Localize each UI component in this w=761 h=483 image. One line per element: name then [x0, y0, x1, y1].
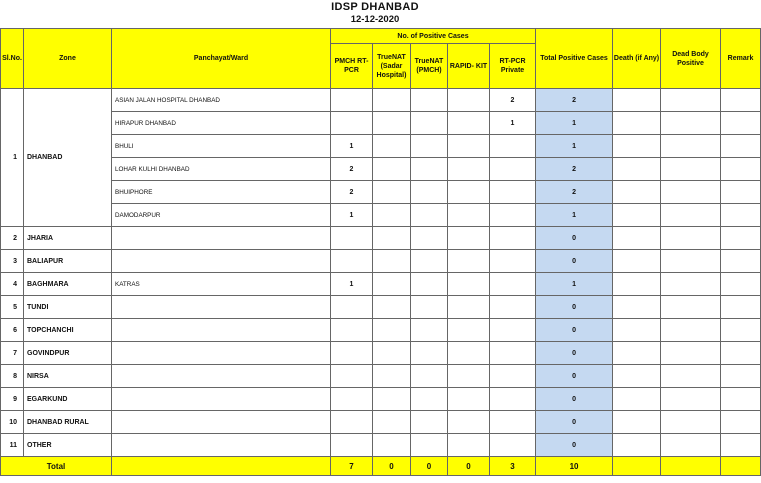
sl-cell: 3 [1, 250, 24, 273]
total-cell: 0 [536, 411, 613, 434]
ward-cell: ASIAN JALAN HOSPITAL DHANBAD [112, 89, 331, 112]
rapid-kit-cell [448, 411, 490, 434]
table-row [1, 319, 761, 342]
rapid-kit-cell [448, 158, 490, 181]
rtpcr-private-cell [490, 181, 536, 204]
death-cell [613, 89, 661, 112]
pmch-cell [331, 434, 373, 457]
zone-cell: DHANBAD RURAL [24, 411, 112, 434]
zone-cell: BAGHMARA [24, 273, 112, 296]
dead-body-cell [661, 227, 721, 250]
rtpcr-private-cell [490, 365, 536, 388]
death-cell [613, 158, 661, 181]
sl-cell: 11 [1, 434, 24, 457]
truenat-pmch-cell [411, 319, 448, 342]
dead-body-cell [661, 296, 721, 319]
pmch-cell [331, 296, 373, 319]
remark-cell [721, 204, 761, 227]
death-cell [613, 273, 661, 296]
pmch-cell [331, 227, 373, 250]
truenat-pmch-cell [411, 273, 448, 296]
pmch-cell: 1 [331, 204, 373, 227]
table-row [1, 112, 761, 135]
rtpcr-private-cell [490, 135, 536, 158]
total-cell: 0 [536, 388, 613, 411]
pmch-cell [331, 388, 373, 411]
dead-body-cell [661, 158, 721, 181]
rapid-kit-cell [448, 227, 490, 250]
ward-cell [112, 388, 331, 411]
rtpcr-private-cell: 2 [490, 89, 536, 112]
truenat-sadar-cell [373, 112, 411, 135]
truenat-sadar-cell [373, 365, 411, 388]
death-cell [613, 434, 661, 457]
sl-cell: 8 [1, 365, 24, 388]
zone-cell: GOVINDPUR [24, 342, 112, 365]
dead-body-cell [661, 250, 721, 273]
pmch-cell: 2 [331, 158, 373, 181]
total-cell: 2 [536, 158, 613, 181]
dead-body-cell [661, 135, 721, 158]
truenat-sadar-cell [373, 158, 411, 181]
sl-cell: 9 [1, 388, 24, 411]
rtpcr-private-cell [490, 434, 536, 457]
zone-cell: EGARKUND [24, 388, 112, 411]
sl-cell: 2 [1, 227, 24, 250]
pmch-cell: 2 [331, 181, 373, 204]
truenat-pmch-cell [411, 411, 448, 434]
header-remark: Remark [721, 29, 761, 89]
remark-cell [721, 273, 761, 296]
header-slno: Sl.No. [1, 29, 24, 89]
truenat-pmch-cell [411, 434, 448, 457]
ward-cell: KATRAS [112, 273, 331, 296]
death-cell [613, 342, 661, 365]
death-cell [613, 250, 661, 273]
truenat-sadar-cell [373, 296, 411, 319]
header-positive-cases-group: No. of Positive Cases [331, 29, 536, 44]
rtpcr-private-cell [490, 227, 536, 250]
total-death [613, 457, 661, 476]
truenat-sadar-cell [373, 411, 411, 434]
total-rapid-kit: 0 [448, 457, 490, 476]
remark-cell [721, 135, 761, 158]
header-truenat-sadar: TrueNAT (Sadar Hospital) [373, 44, 411, 89]
ward-cell [112, 250, 331, 273]
remark-cell [721, 250, 761, 273]
zone-cell: TOPCHANCHI [24, 319, 112, 342]
remark-cell [721, 388, 761, 411]
remark-cell [721, 434, 761, 457]
death-cell [613, 181, 661, 204]
table-row [1, 434, 761, 457]
rtpcr-private-cell [490, 250, 536, 273]
remark-cell [721, 89, 761, 112]
table-row [1, 250, 761, 273]
truenat-sadar-cell [373, 181, 411, 204]
death-cell [613, 227, 661, 250]
sl-cell: 10 [1, 411, 24, 434]
death-cell [613, 319, 661, 342]
sl-cell: 4 [1, 273, 24, 296]
table-row [1, 227, 761, 250]
pmch-cell [331, 411, 373, 434]
total-truenat-sadar: 0 [373, 457, 411, 476]
ward-cell [112, 434, 331, 457]
table-row [1, 181, 761, 204]
zone-cell: NIRSA [24, 365, 112, 388]
truenat-sadar-cell [373, 388, 411, 411]
rapid-kit-cell [448, 365, 490, 388]
death-cell [613, 296, 661, 319]
ward-cell [112, 296, 331, 319]
truenat-pmch-cell [411, 365, 448, 388]
zone-cell: DHANBAD [24, 89, 112, 227]
ward-cell [112, 365, 331, 388]
truenat-pmch-cell [411, 112, 448, 135]
rapid-kit-cell [448, 319, 490, 342]
dead-body-cell [661, 365, 721, 388]
rapid-kit-cell [448, 112, 490, 135]
total-rtpcr-private: 3 [490, 457, 536, 476]
remark-cell [721, 342, 761, 365]
truenat-sadar-cell [373, 250, 411, 273]
dead-body-cell [661, 112, 721, 135]
header-dead-body-positive: Dead Body Positive [661, 29, 721, 89]
ward-cell: BHULI [112, 135, 331, 158]
pmch-cell [331, 112, 373, 135]
total-cell: 2 [536, 89, 613, 112]
truenat-sadar-cell [373, 135, 411, 158]
pmch-cell: 1 [331, 135, 373, 158]
truenat-pmch-cell [411, 227, 448, 250]
truenat-pmch-cell [411, 204, 448, 227]
header-rapid-kit: RAPID- KIT [448, 44, 490, 89]
table-row [1, 296, 761, 319]
total-cell: 0 [536, 434, 613, 457]
rtpcr-private-cell [490, 204, 536, 227]
remark-cell [721, 296, 761, 319]
ward-cell [112, 342, 331, 365]
truenat-sadar-cell [373, 342, 411, 365]
table-row [1, 273, 761, 296]
rtpcr-private-cell [490, 273, 536, 296]
sl-cell: 1 [1, 89, 24, 227]
sl-cell: 5 [1, 296, 24, 319]
report-title: IDSP DHANBAD [331, 1, 419, 13]
dead-body-cell [661, 89, 721, 112]
rapid-kit-cell [448, 388, 490, 411]
rapid-kit-cell [448, 250, 490, 273]
death-cell [613, 365, 661, 388]
dead-body-cell [661, 342, 721, 365]
ward-cell: HIRAPUR DHANBAD [112, 112, 331, 135]
dead-body-cell [661, 319, 721, 342]
truenat-sadar-cell [373, 227, 411, 250]
header-death: Death (if Any) [613, 29, 661, 89]
rapid-kit-cell [448, 89, 490, 112]
total-remark [721, 457, 761, 476]
rapid-kit-cell [448, 181, 490, 204]
dead-body-cell [661, 434, 721, 457]
total-row [1, 457, 761, 476]
truenat-pmch-cell [411, 388, 448, 411]
dead-body-cell [661, 388, 721, 411]
total-dead-body [661, 457, 721, 476]
ward-cell [112, 319, 331, 342]
table-row [1, 89, 761, 112]
truenat-pmch-cell [411, 135, 448, 158]
dead-body-cell [661, 181, 721, 204]
rapid-kit-cell [448, 273, 490, 296]
header-pmch-rtpcr: PMCH RT-PCR [331, 44, 373, 89]
death-cell [613, 112, 661, 135]
pmch-cell [331, 89, 373, 112]
ward-cell [112, 227, 331, 250]
remark-cell [721, 181, 761, 204]
rtpcr-private-cell [490, 158, 536, 181]
zone-cell: TUNDI [24, 296, 112, 319]
rapid-kit-cell [448, 296, 490, 319]
truenat-pmch-cell [411, 158, 448, 181]
rtpcr-private-cell [490, 319, 536, 342]
table-row [1, 342, 761, 365]
pmch-cell: 1 [331, 273, 373, 296]
rtpcr-private-cell [490, 342, 536, 365]
total-cell: 2 [536, 181, 613, 204]
total-cell: 0 [536, 365, 613, 388]
remark-cell [721, 227, 761, 250]
sl-cell: 6 [1, 319, 24, 342]
total-cell: 1 [536, 135, 613, 158]
header-rtpcr-private: RT-PCR Private [490, 44, 536, 89]
truenat-pmch-cell [411, 296, 448, 319]
remark-cell [721, 365, 761, 388]
cases-table [0, 28, 761, 476]
table-row [1, 135, 761, 158]
truenat-pmch-cell [411, 250, 448, 273]
truenat-sadar-cell [373, 204, 411, 227]
truenat-pmch-cell [411, 89, 448, 112]
total-cell: 0 [536, 227, 613, 250]
rapid-kit-cell [448, 135, 490, 158]
truenat-pmch-cell [411, 342, 448, 365]
remark-cell [721, 319, 761, 342]
ward-cell [112, 411, 331, 434]
death-cell [613, 204, 661, 227]
truenat-sadar-cell [373, 273, 411, 296]
pmch-cell [331, 319, 373, 342]
truenat-sadar-cell [373, 434, 411, 457]
total-pmch: 7 [331, 457, 373, 476]
ward-cell: LOHAR KULHI DHANBAD [112, 158, 331, 181]
zone-cell: OTHER [24, 434, 112, 457]
total-cell: 1 [536, 112, 613, 135]
zone-cell: BALIAPUR [24, 250, 112, 273]
rapid-kit-cell [448, 342, 490, 365]
table-row [1, 411, 761, 434]
sl-cell: 7 [1, 342, 24, 365]
total-cell: 1 [536, 273, 613, 296]
rtpcr-private-cell [490, 388, 536, 411]
death-cell [613, 388, 661, 411]
total-cell: 0 [536, 250, 613, 273]
total-cell: 0 [536, 296, 613, 319]
ward-cell: BHUIPHORE [112, 181, 331, 204]
total-cell: 0 [536, 319, 613, 342]
zone-cell: JHARIA [24, 227, 112, 250]
truenat-sadar-cell [373, 89, 411, 112]
ward-cell: DAMODARPUR [112, 204, 331, 227]
header-zone: Zone [24, 29, 112, 89]
rapid-kit-cell [448, 204, 490, 227]
rapid-kit-cell [448, 434, 490, 457]
truenat-sadar-cell [373, 319, 411, 342]
table-row [1, 365, 761, 388]
rtpcr-private-cell [490, 296, 536, 319]
dead-body-cell [661, 204, 721, 227]
report-date: 12-12-2020 [350, 14, 400, 25]
truenat-pmch-cell [411, 181, 448, 204]
table-row [1, 204, 761, 227]
pmch-cell [331, 342, 373, 365]
header-truenat-pmch: TrueNAT (PMCH) [411, 44, 448, 89]
total-label: Total [1, 457, 112, 476]
rtpcr-private-cell: 1 [490, 112, 536, 135]
pmch-cell [331, 365, 373, 388]
death-cell [613, 411, 661, 434]
remark-cell [721, 411, 761, 434]
table-header [1, 29, 761, 89]
rtpcr-private-cell [490, 411, 536, 434]
remark-cell [721, 158, 761, 181]
table-body [1, 89, 761, 476]
death-cell [613, 135, 661, 158]
total-cell: 0 [536, 342, 613, 365]
header-panchayat: Panchayat/Ward [112, 29, 331, 89]
total-ward-cell [112, 457, 331, 476]
remark-cell [721, 112, 761, 135]
pmch-cell [331, 250, 373, 273]
header-total-positive: Total Positive Cases [536, 29, 613, 89]
dead-body-cell [661, 411, 721, 434]
total-cell: 1 [536, 204, 613, 227]
total-truenat-pmch: 0 [411, 457, 448, 476]
table-row [1, 388, 761, 411]
total-positive-sum: 10 [536, 457, 613, 476]
dead-body-cell [661, 273, 721, 296]
table-row [1, 158, 761, 181]
